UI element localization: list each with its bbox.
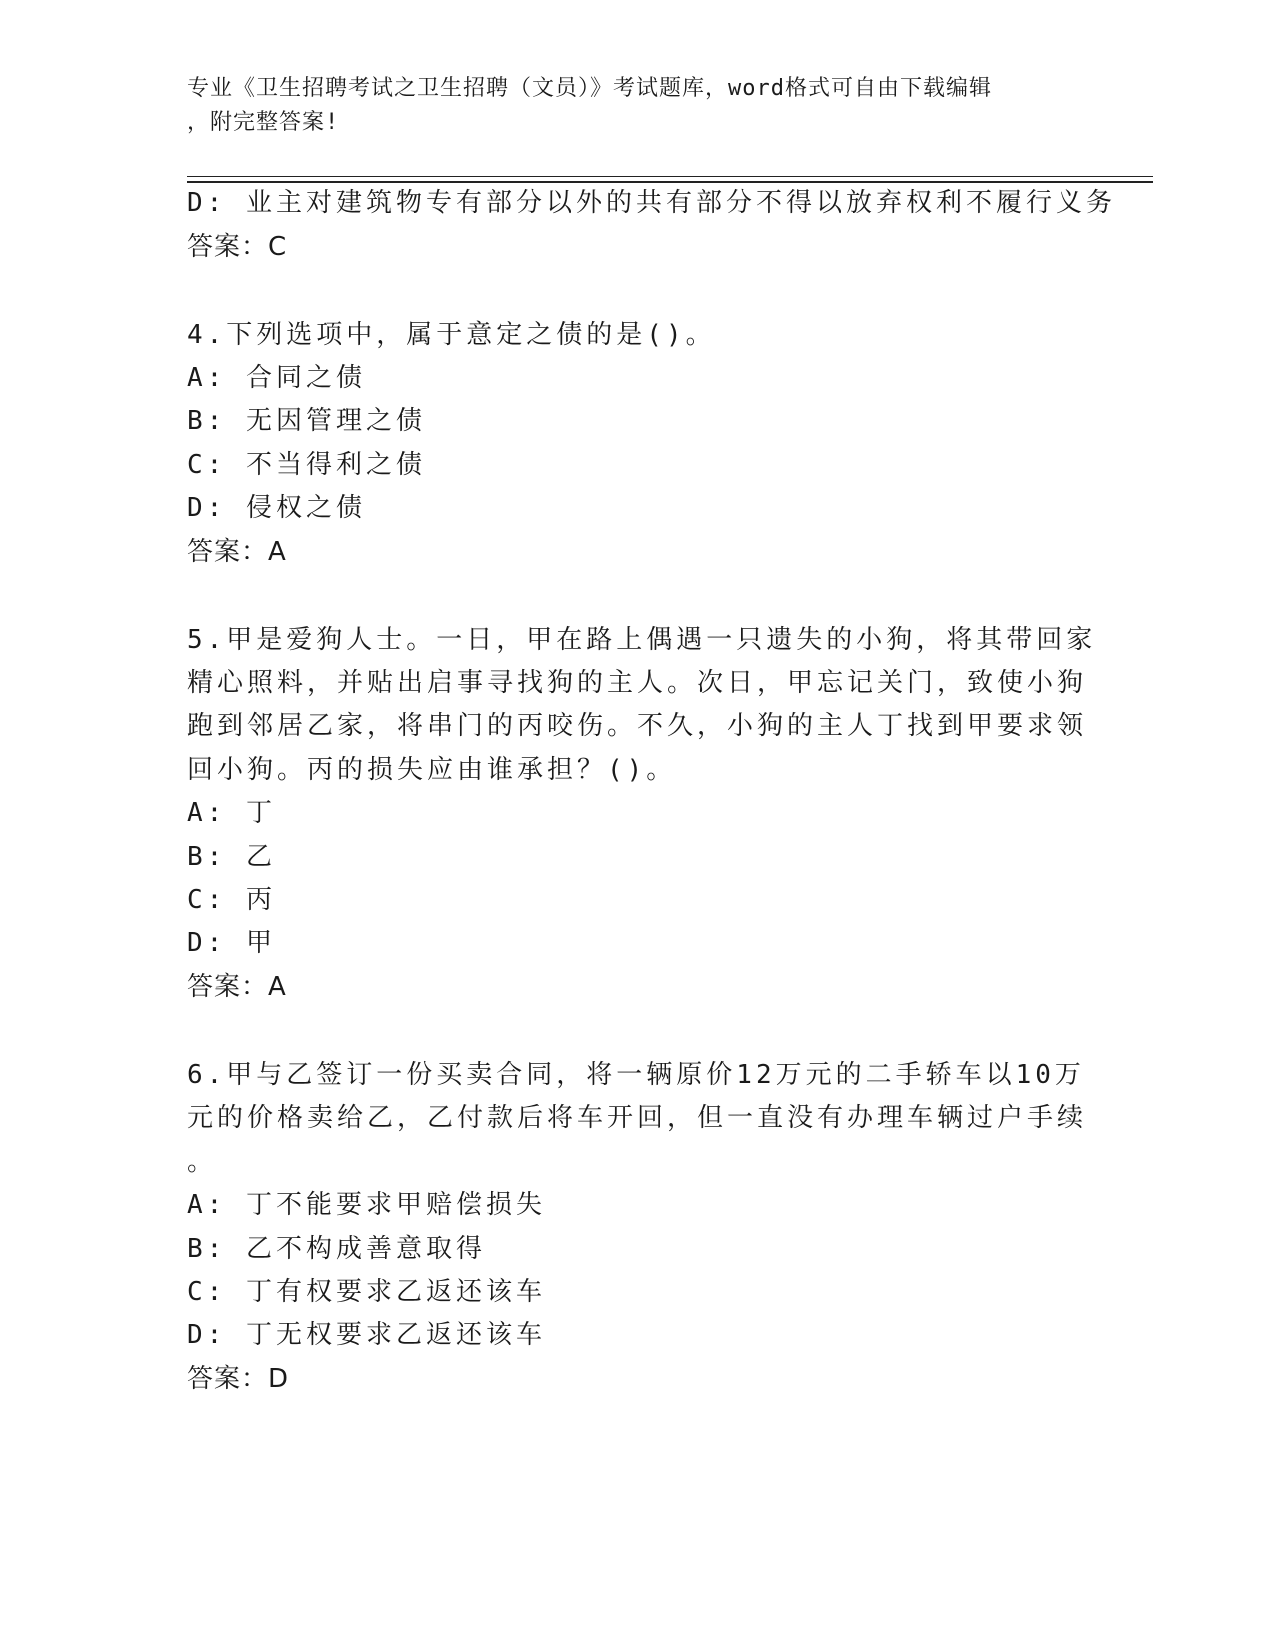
q5-answer: 答案：A bbox=[187, 972, 287, 1002]
q4-option-b: B: 无因管理之债 bbox=[187, 406, 426, 436]
q6-option-c: C: 丁有权要求乙返还该车 bbox=[187, 1277, 546, 1307]
q6-option-a: A: 丁不能要求甲赔偿损失 bbox=[187, 1190, 546, 1220]
q6-option-b: B: 乙不构成善意取得 bbox=[187, 1234, 486, 1264]
prev-option-d: D: 业主对建筑物专有部分以外的共有部分不得以放弃权利不履行义务 bbox=[187, 188, 1116, 218]
q4-stem-line-1: 4.下列选项中，属于意定之债的是()。 bbox=[187, 320, 716, 350]
q5-stem-line-1: 5.甲是爱狗人士。一日，甲在路上偶遇一只遗失的小狗，将其带回家 bbox=[187, 625, 1097, 655]
q6-option-d: D: 丁无权要求乙返还该车 bbox=[187, 1320, 546, 1350]
q5-option-c: C: 丙 bbox=[187, 885, 276, 915]
q4-option-c: C: 不当得利之债 bbox=[187, 450, 426, 480]
document-header bbox=[187, 72, 1067, 140]
q5-option-b: B: 乙 bbox=[187, 842, 276, 872]
q6-stem-line-2: 元的价格卖给乙，乙付款后将车开回，但一直没有办理车辆过户手续 bbox=[187, 1103, 1088, 1133]
q4-answer: 答案：A bbox=[187, 537, 287, 567]
q4-option-a: A: 合同之债 bbox=[187, 363, 366, 393]
q5-option-a: A: 丁 bbox=[187, 798, 276, 828]
q4-option-d: D: 侵权之债 bbox=[187, 493, 366, 523]
q6-answer: 答案：D bbox=[187, 1364, 290, 1394]
header-line-1: 专业《卫生招聘考试之卫生招聘（文员）》考试题库，word格式可自由下载编辑 bbox=[187, 76, 992, 101]
q5-stem-line-3: 跑到邻居乙家，将串门的丙咬伤。不久，小狗的主人丁找到甲要求领 bbox=[187, 711, 1088, 741]
header-rule-top bbox=[187, 176, 1153, 177]
q5-stem-line-2: 精心照料，并贴出启事寻找狗的主人。次日，甲忘记关门，致使小狗 bbox=[187, 668, 1088, 698]
prev-answer: 答案：C bbox=[187, 232, 288, 262]
q5-stem-line-4: 回小狗。丙的损失应由谁承担？()。 bbox=[187, 755, 677, 785]
header-line-2: ，附完整答案! bbox=[187, 110, 340, 135]
q6-stem-line-1: 6.甲与乙签订一份买卖合同，将一辆原价12万元的二手轿车以10万 bbox=[187, 1060, 1085, 1090]
q6-stem-line-3: 。 bbox=[187, 1147, 218, 1177]
q5-option-d: D: 甲 bbox=[187, 928, 276, 958]
